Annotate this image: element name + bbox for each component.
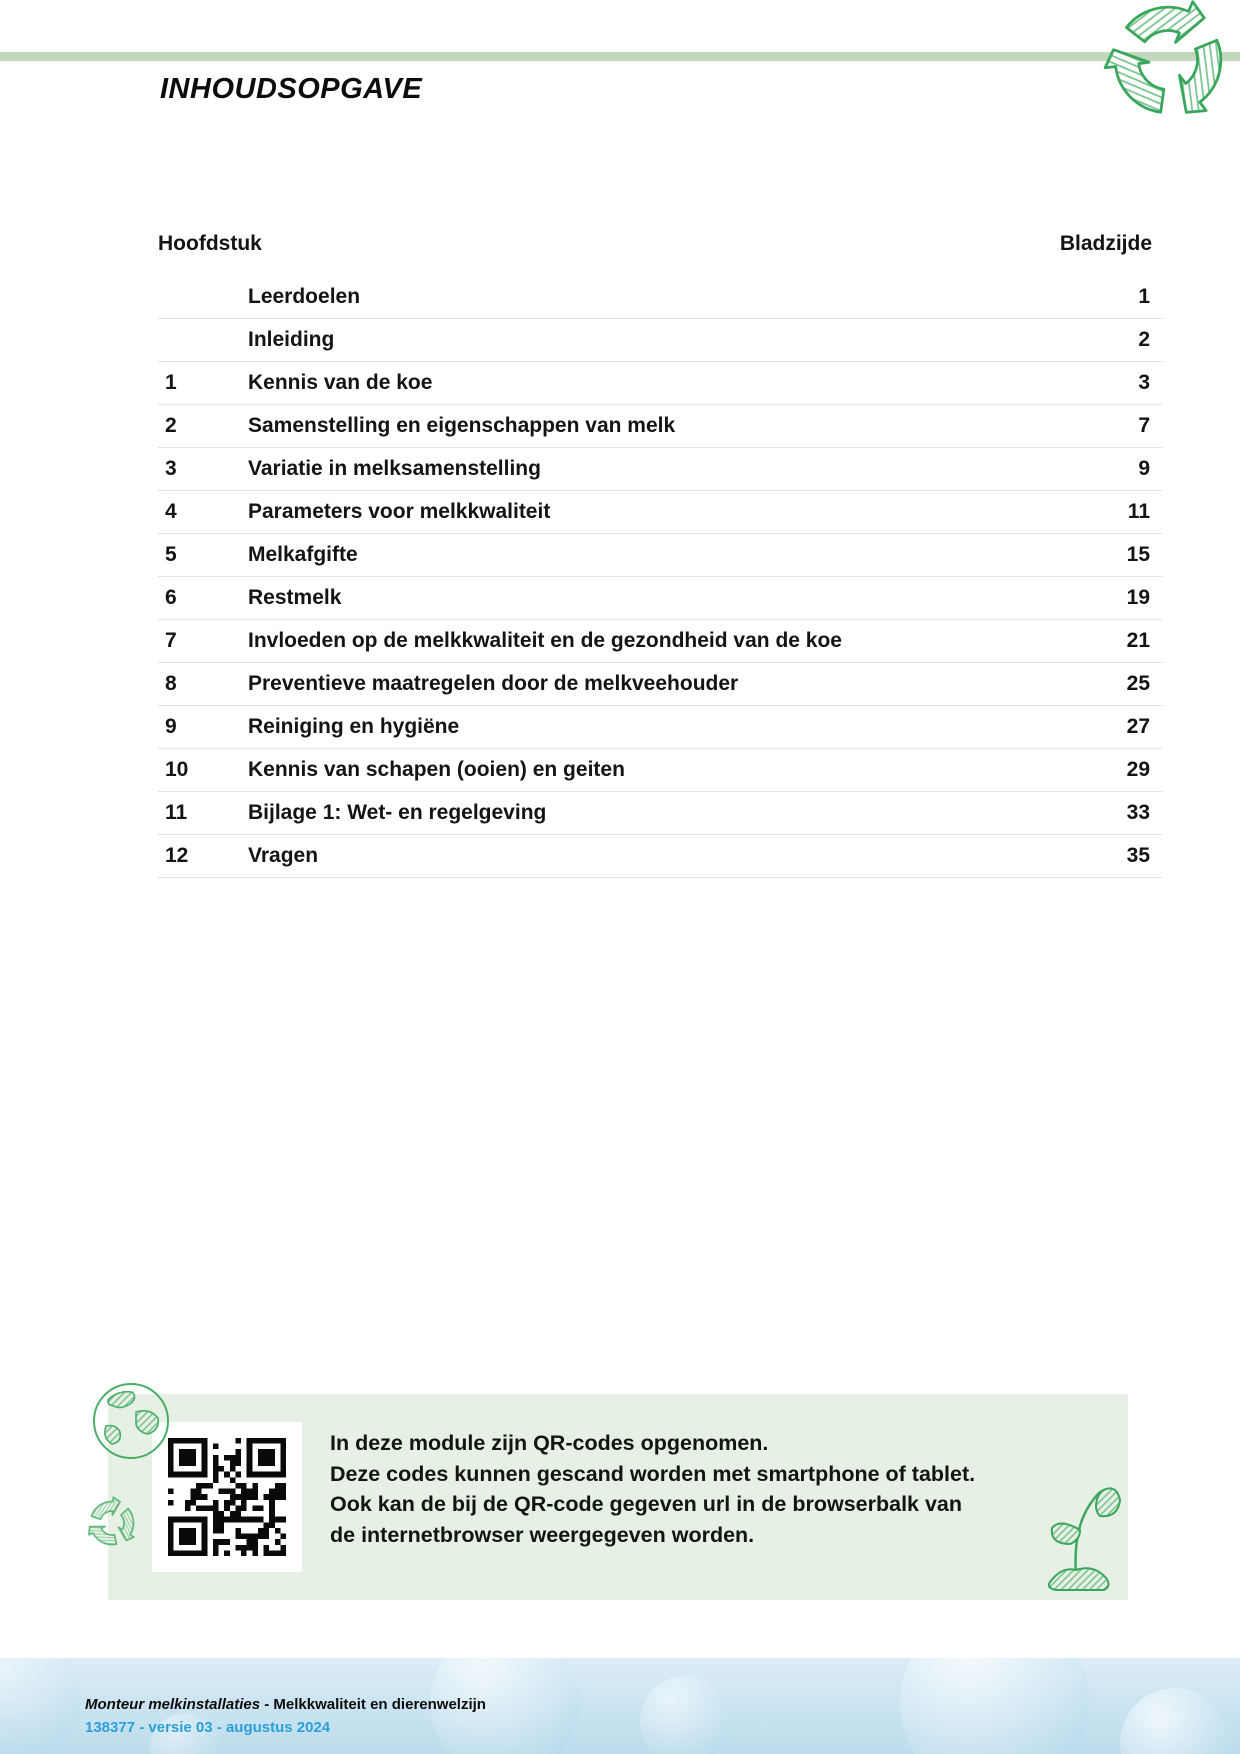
toc-row	[158, 491, 1163, 534]
bubble-decoration	[1120, 1688, 1230, 1754]
footer-module-title	[85, 1696, 486, 1713]
footer	[0, 1658, 1240, 1754]
toc-row-title: Invloeden op de melkkwaliteit en de gezondheid van de koe	[248, 629, 842, 652]
toc-row-page: 21	[1126, 629, 1150, 652]
toc-row-title: Inleiding	[248, 328, 335, 351]
bubble-decoration	[900, 1658, 1090, 1754]
toc-row-number: 1	[165, 371, 177, 394]
toc-row-number: 9	[165, 715, 177, 738]
qr-info-line: Deze codes kunnen gescand worden met smartphone of tablet.	[330, 1461, 976, 1486]
toc-row-title: Variatie in melksamenstelling	[248, 457, 541, 480]
toc-row	[158, 362, 1163, 405]
toc-row-title: Kennis van de koe	[248, 371, 433, 394]
toc-row-page: 33	[1126, 801, 1150, 824]
toc-table	[158, 276, 1163, 878]
toc-row-page: 3	[1138, 371, 1150, 394]
toc-row-page: 2	[1138, 328, 1150, 351]
toc-row-page: 35	[1126, 844, 1150, 867]
toc-row	[158, 405, 1163, 448]
toc-row-title: Reiniging en hygiëne	[248, 715, 460, 738]
toc-row-page: 27	[1126, 715, 1150, 738]
toc-row-number: 12	[165, 844, 189, 867]
toc-row-number: 8	[165, 672, 177, 695]
toc-row	[158, 620, 1163, 663]
toc-row-title: Kennis van schapen (ooien) en geiten	[248, 758, 625, 781]
bubble-decoration	[0, 1658, 80, 1754]
toc-row	[158, 749, 1163, 792]
toc-row-number: 10	[165, 758, 189, 781]
toc-row-number: 11	[165, 801, 188, 824]
toc-row-title: Restmelk	[248, 586, 342, 609]
qr-info-text	[330, 1428, 975, 1550]
toc-row-page: 15	[1126, 543, 1150, 566]
top-accent-bar	[0, 52, 1240, 61]
toc-row-number: 2	[165, 414, 177, 437]
recycle-icon	[1072, 0, 1240, 147]
qr-code	[152, 1422, 302, 1572]
toc-row	[158, 448, 1163, 491]
footer-version: 138377 - versie 03 - augustus 2024	[85, 1719, 331, 1736]
toc-row-title: Melkafgifte	[248, 543, 358, 566]
toc-row-page: 7	[1138, 414, 1150, 437]
toc-row	[158, 577, 1163, 620]
toc-header	[158, 232, 1163, 256]
bubble-decoration	[640, 1676, 730, 1754]
qr-info-line: In deze module zijn QR-codes opgenomen.	[330, 1431, 769, 1455]
toc-row-title: Leerdoelen	[248, 285, 361, 308]
toc-row-page: 19	[1126, 586, 1150, 609]
footer-module-subtitle: - Melkkwaliteit en dierenwelzijn	[260, 1696, 486, 1713]
toc-row-page: 1	[1138, 285, 1150, 308]
toc-row-title: Vragen	[248, 844, 319, 867]
footer-module-name: Monteur melkinstallaties	[85, 1696, 261, 1713]
toc-row-page: 11	[1127, 500, 1150, 523]
toc-row	[158, 276, 1163, 319]
toc-row	[158, 835, 1163, 878]
qr-info-line: Ook kan de bij de QR-code gegeven url in de browserbalk van	[330, 1492, 963, 1516]
toc-row-number: 5	[165, 543, 177, 566]
toc-row	[158, 663, 1163, 706]
toc-row	[158, 792, 1163, 835]
toc-row	[158, 534, 1163, 577]
qr-info-box	[108, 1394, 1128, 1600]
toc-header-page: Bladzijde	[1059, 232, 1152, 255]
toc-row-number: 7	[165, 629, 177, 652]
toc-row-title: Parameters voor melkkwaliteit	[248, 500, 551, 523]
toc-row-number: 3	[165, 457, 177, 480]
toc-row	[158, 706, 1163, 749]
qr-info-line: de internetbrowser weergegeven worden.	[330, 1522, 755, 1547]
toc-row-page: 9	[1138, 457, 1150, 480]
toc-row-page: 25	[1126, 672, 1150, 695]
toc-row-title: Preventieve maatregelen door de melkveehouder	[248, 672, 739, 695]
toc-row-page: 29	[1126, 758, 1150, 781]
page-title: INHOUDSOPGAVE	[160, 73, 423, 105]
toc-row-title: Samenstelling en eigenschappen van melk	[248, 414, 676, 437]
toc-row-number: 6	[165, 586, 177, 609]
toc-header-chapter: Hoofdstuk	[158, 232, 262, 255]
toc-row-number: 4	[165, 500, 177, 523]
toc-row-title: Bijlage 1: Wet- en regelgeving	[248, 801, 547, 824]
toc-row	[158, 319, 1163, 362]
